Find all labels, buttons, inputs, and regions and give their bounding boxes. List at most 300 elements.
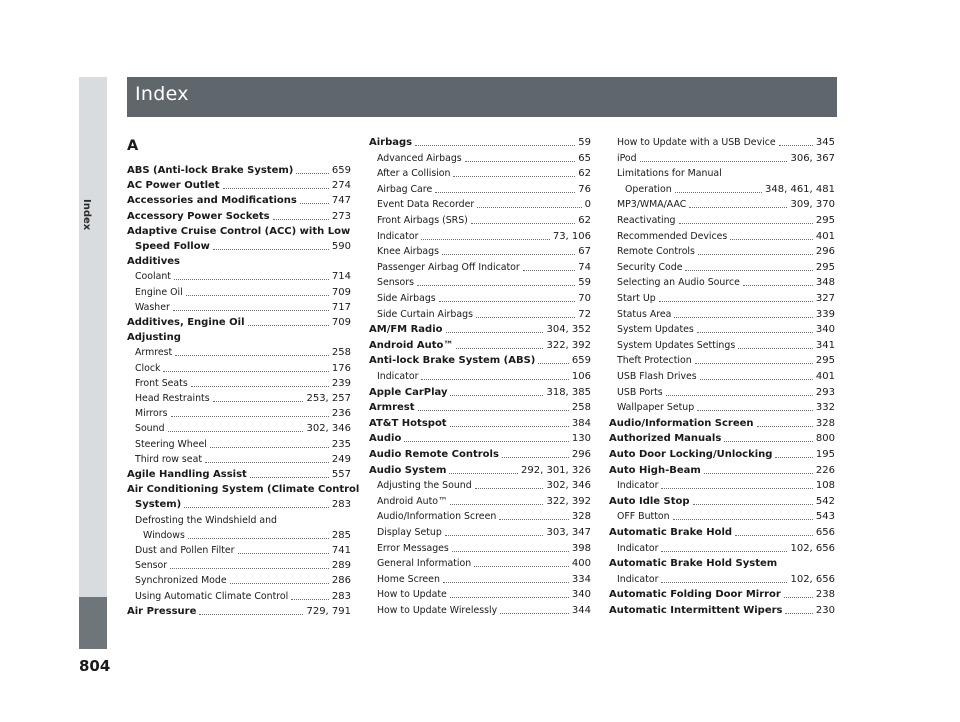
index-entry bbox=[135, 239, 351, 254]
index-entry bbox=[127, 163, 351, 178]
entry-term: Theft Protection bbox=[617, 355, 692, 367]
entry-term: Synchronized Mode bbox=[135, 575, 227, 587]
dot-leader bbox=[697, 332, 813, 333]
dot-leader bbox=[173, 310, 329, 311]
index-subentry bbox=[377, 260, 591, 275]
dot-leader bbox=[673, 519, 813, 520]
dot-leader bbox=[689, 207, 787, 208]
dot-leader bbox=[450, 597, 569, 598]
index-entry: Adjusting bbox=[127, 332, 181, 344]
entry-pages: 327 bbox=[815, 293, 835, 304]
entry-pages: 249 bbox=[331, 453, 351, 465]
index-subentry bbox=[377, 541, 591, 556]
entry-pages: 340 bbox=[571, 589, 591, 601]
index-subentry bbox=[135, 269, 351, 284]
entry-term: System Updates Settings bbox=[617, 339, 736, 351]
entry-pages: 334 bbox=[571, 573, 591, 585]
index-subentry bbox=[377, 151, 591, 166]
dot-leader bbox=[757, 426, 813, 427]
index-subentry bbox=[617, 260, 835, 275]
entry-term: Dust and Pollen Filter bbox=[135, 545, 235, 556]
dot-leader bbox=[163, 371, 328, 372]
entry-term: iPod bbox=[617, 152, 637, 164]
side-tab bbox=[79, 77, 107, 649]
entry-term: Sensors bbox=[377, 277, 415, 289]
entry-term: Clock bbox=[135, 362, 161, 374]
dot-leader bbox=[679, 223, 813, 224]
entry-term: OFF Button bbox=[617, 511, 670, 523]
entry-pages: 332 bbox=[815, 402, 835, 414]
page-title: Index bbox=[135, 83, 189, 105]
dot-leader bbox=[743, 285, 813, 286]
dot-leader bbox=[418, 410, 569, 411]
index-entry bbox=[609, 494, 835, 509]
entry-pages: 295 bbox=[815, 215, 835, 226]
entry-pages: 253, 257 bbox=[306, 393, 351, 404]
entry-term: Audio System bbox=[369, 464, 447, 476]
entry-pages: 292, 301, 326 bbox=[521, 464, 591, 476]
entry-term: Speed Follow bbox=[135, 241, 210, 252]
entry-pages: 659 bbox=[571, 355, 591, 367]
entry-term: Audio bbox=[369, 433, 402, 445]
dot-leader bbox=[477, 207, 581, 208]
entry-term: Automatic Intermittent Wipers bbox=[609, 605, 783, 616]
entry-term: Auto Idle Stop bbox=[609, 495, 690, 507]
dot-leader bbox=[171, 416, 329, 417]
entry-pages: 65 bbox=[578, 152, 591, 164]
entry-term: Side Curtain Airbags bbox=[377, 308, 473, 320]
index-entry bbox=[127, 604, 351, 619]
entry-pages: 102, 656 bbox=[790, 573, 835, 585]
section-letter: A bbox=[127, 138, 139, 154]
entry-pages: 747 bbox=[331, 195, 351, 207]
dot-leader bbox=[640, 161, 788, 162]
index-entry bbox=[369, 400, 591, 415]
entry-term: Sound bbox=[135, 423, 165, 435]
dot-leader bbox=[168, 431, 304, 432]
index-entry bbox=[127, 193, 351, 208]
entry-term: AM/FM Radio bbox=[369, 324, 443, 336]
dot-leader bbox=[230, 583, 329, 584]
entry-term: Recommended Devices bbox=[617, 230, 728, 242]
entry-pages: 714 bbox=[331, 271, 351, 283]
index-subentry bbox=[617, 338, 835, 353]
entry-pages: 62 bbox=[578, 215, 591, 226]
entry-pages: 67 bbox=[578, 246, 591, 258]
entry-term: How to Update bbox=[377, 589, 447, 601]
index-subentry bbox=[135, 452, 351, 467]
entry-term: Auto High-Beam bbox=[609, 464, 701, 476]
index-subentry bbox=[377, 166, 591, 181]
entry-pages: 0 bbox=[584, 199, 591, 211]
dot-leader bbox=[476, 317, 575, 318]
dot-leader bbox=[421, 379, 568, 380]
entry-pages: 344 bbox=[571, 605, 591, 616]
entry-pages: 322, 392 bbox=[546, 495, 591, 507]
dot-leader bbox=[191, 386, 329, 387]
entry-term: Audio/Information Screen bbox=[609, 417, 754, 429]
entry-term: Engine Oil bbox=[135, 286, 183, 298]
dot-leader bbox=[449, 473, 518, 474]
entry-term: Android Auto™ bbox=[377, 495, 448, 507]
dot-leader bbox=[456, 348, 543, 349]
dot-leader bbox=[693, 504, 813, 505]
entry-term: Windows bbox=[143, 529, 185, 541]
dot-leader bbox=[300, 203, 329, 204]
entry-term: Front Airbags (SRS) bbox=[377, 215, 468, 226]
index-subentry bbox=[617, 385, 835, 400]
entry-term: MP3/WMA/AAC bbox=[617, 199, 687, 211]
dot-leader bbox=[296, 173, 329, 174]
dot-leader bbox=[184, 507, 329, 508]
entry-term: Air Pressure bbox=[127, 605, 197, 617]
dot-leader bbox=[439, 301, 576, 302]
index-subentry bbox=[377, 213, 591, 228]
dot-leader bbox=[475, 488, 544, 489]
entry-pages: 741 bbox=[331, 545, 351, 556]
index-entry bbox=[609, 463, 835, 478]
entry-pages: 258 bbox=[331, 347, 351, 359]
dot-leader bbox=[661, 551, 787, 552]
dot-leader bbox=[238, 553, 329, 554]
entry-term: System Updates bbox=[617, 324, 694, 336]
entry-pages: 709 bbox=[331, 286, 351, 298]
index-entry bbox=[135, 497, 351, 512]
index-entry bbox=[369, 322, 591, 337]
dot-leader bbox=[417, 285, 575, 286]
dot-leader bbox=[205, 462, 329, 463]
dot-leader bbox=[465, 161, 576, 162]
entry-pages: 73, 106 bbox=[552, 230, 591, 242]
index-subentry bbox=[617, 197, 835, 212]
entry-term: Apple CarPlay bbox=[369, 386, 448, 398]
index-subentry bbox=[377, 572, 591, 587]
index-entry bbox=[369, 447, 591, 462]
index-entry bbox=[127, 209, 351, 224]
index-subentry bbox=[135, 573, 351, 588]
index-entry: Additives bbox=[127, 256, 180, 268]
entry-term: Sensor bbox=[135, 560, 168, 572]
entry-term: Passenger Airbag Off Indicator bbox=[377, 261, 520, 273]
dot-leader bbox=[685, 270, 812, 271]
entry-pages: 345 bbox=[815, 137, 835, 148]
entry-pages: 273 bbox=[331, 210, 351, 222]
entry-term: Indicator bbox=[377, 230, 419, 242]
entry-term: Indicator bbox=[617, 542, 659, 554]
entry-pages: 274 bbox=[331, 180, 351, 192]
dot-leader bbox=[704, 473, 813, 474]
entry-pages: 302, 346 bbox=[306, 423, 351, 435]
entry-pages: 195 bbox=[815, 449, 835, 460]
entry-pages: 557 bbox=[331, 469, 351, 480]
index-subentry bbox=[625, 182, 835, 197]
entry-term: Display Setup bbox=[377, 527, 442, 538]
entry-pages: 339 bbox=[815, 308, 835, 320]
entry-term: Advanced Airbags bbox=[377, 152, 462, 164]
entry-pages: 322, 392 bbox=[546, 339, 591, 351]
index-subentry bbox=[617, 369, 835, 384]
entry-pages: 303, 347 bbox=[546, 527, 591, 538]
index-subentry bbox=[617, 400, 835, 415]
index-subentry bbox=[617, 135, 835, 150]
entry-term: Using Automatic Climate Control bbox=[135, 590, 289, 602]
entry-pages: 295 bbox=[815, 261, 835, 273]
entry-pages: 729, 791 bbox=[306, 605, 351, 617]
dot-leader bbox=[223, 188, 329, 189]
entry-pages: 106 bbox=[571, 371, 591, 382]
entry-term: AC Power Outlet bbox=[127, 180, 220, 192]
index-entry bbox=[609, 431, 835, 446]
entry-term: Audio Remote Controls bbox=[369, 449, 499, 460]
entry-pages: 709 bbox=[331, 317, 351, 328]
entry-term: How to Update with a USB Device bbox=[617, 137, 776, 148]
index-subentry bbox=[617, 353, 835, 368]
title-banner bbox=[127, 77, 837, 117]
entry-term: USB Flash Drives bbox=[617, 371, 697, 382]
index-subentry bbox=[135, 285, 351, 300]
index-subentry bbox=[617, 244, 835, 259]
dot-leader bbox=[186, 295, 329, 296]
entry-term: Error Messages bbox=[377, 542, 449, 554]
dot-leader bbox=[210, 447, 329, 448]
entry-pages: 656 bbox=[815, 527, 835, 538]
entry-pages: 384 bbox=[571, 417, 591, 429]
entry-pages: 328 bbox=[571, 511, 591, 523]
entry-term: Armrest bbox=[135, 347, 173, 359]
index-subentry bbox=[135, 437, 351, 452]
dot-leader bbox=[421, 239, 549, 240]
entry-term: Automatic Brake Hold bbox=[609, 527, 733, 538]
dot-leader bbox=[523, 270, 576, 271]
entry-pages: 62 bbox=[578, 168, 591, 180]
entry-term: Wallpaper Setup bbox=[617, 402, 695, 414]
entry-pages: 70 bbox=[578, 293, 591, 304]
index-subentry: Limitations for Manual bbox=[617, 168, 722, 180]
entry-term: Audio/Information Screen bbox=[377, 511, 497, 523]
index-subentry bbox=[377, 197, 591, 212]
index-subentry bbox=[377, 244, 591, 259]
index-subentry bbox=[135, 300, 351, 315]
dot-leader bbox=[435, 192, 575, 193]
dot-leader bbox=[248, 325, 329, 326]
entry-pages: 401 bbox=[815, 230, 835, 242]
index-subentry bbox=[377, 556, 591, 571]
entry-term: Auto Door Locking/Unlocking bbox=[609, 449, 773, 460]
dot-leader bbox=[735, 535, 813, 536]
entry-term: Head Restraints bbox=[135, 393, 210, 404]
index-entry bbox=[127, 178, 351, 193]
dot-leader bbox=[453, 176, 575, 177]
index-subentry bbox=[617, 229, 835, 244]
index-subentry bbox=[377, 478, 591, 493]
dot-leader bbox=[446, 332, 544, 333]
entry-pages: 340 bbox=[815, 324, 835, 336]
entry-pages: 295 bbox=[815, 355, 835, 367]
index-subentry bbox=[135, 345, 351, 360]
dot-leader bbox=[661, 488, 812, 489]
entry-term: Adjusting the Sound bbox=[377, 480, 472, 492]
dot-leader bbox=[779, 145, 813, 146]
entry-term: Additives, Engine Oil bbox=[127, 317, 245, 328]
index-entry bbox=[369, 385, 591, 400]
entry-pages: 302, 346 bbox=[546, 480, 591, 492]
entry-pages: 72 bbox=[578, 308, 591, 320]
dot-leader bbox=[450, 395, 543, 396]
entry-pages: 328 bbox=[815, 417, 835, 429]
dot-leader bbox=[775, 457, 812, 458]
entry-term: Accessory Power Sockets bbox=[127, 210, 270, 222]
dot-leader bbox=[175, 355, 329, 356]
entry-term: Knee Airbags bbox=[377, 246, 440, 258]
index-subentry bbox=[617, 478, 835, 493]
index-subentry bbox=[135, 558, 351, 573]
entry-term: Security Code bbox=[617, 261, 683, 273]
entry-pages: 59 bbox=[578, 137, 591, 148]
entry-term: Event Data Recorder bbox=[377, 199, 475, 211]
entry-term: Home Screen bbox=[377, 573, 440, 585]
entry-term: Android Auto™ bbox=[369, 339, 454, 351]
entry-pages: 590 bbox=[331, 241, 351, 252]
dot-leader bbox=[502, 457, 569, 458]
entry-term: General Information bbox=[377, 558, 472, 570]
entry-term: USB Ports bbox=[617, 386, 663, 398]
entry-pages: 108 bbox=[815, 480, 835, 492]
entry-pages: 76 bbox=[578, 183, 591, 195]
index-subentry bbox=[617, 541, 835, 556]
entry-pages: 401 bbox=[815, 371, 835, 382]
index-subentry bbox=[617, 291, 835, 306]
entry-term: Side Airbags bbox=[377, 293, 436, 304]
index-entry bbox=[369, 463, 591, 478]
index-subentry bbox=[135, 361, 351, 376]
index-subentry bbox=[377, 182, 591, 197]
entry-term: Status Area bbox=[617, 308, 672, 320]
dot-leader bbox=[291, 599, 329, 600]
entry-term: Remote Controls bbox=[617, 246, 695, 258]
entry-pages: 542 bbox=[815, 495, 835, 507]
entry-term: Washer bbox=[135, 301, 170, 313]
entry-term: Start Up bbox=[617, 293, 656, 304]
entry-pages: 74 bbox=[578, 261, 591, 273]
dot-leader bbox=[700, 379, 813, 380]
dot-leader bbox=[695, 363, 813, 364]
index-subentry bbox=[377, 603, 591, 618]
entry-pages: 293 bbox=[815, 386, 835, 398]
entry-term: Anti-lock Brake System (ABS) bbox=[369, 355, 536, 367]
entry-term: Selecting an Audio Source bbox=[617, 277, 740, 289]
index-subentry bbox=[617, 151, 835, 166]
entry-pages: 296 bbox=[571, 449, 591, 460]
index-entry bbox=[127, 467, 351, 482]
index-entry bbox=[609, 587, 835, 602]
index-subentry bbox=[135, 376, 351, 391]
index-subentry bbox=[377, 275, 591, 290]
entry-pages: 102, 656 bbox=[790, 542, 835, 554]
entry-term: ABS (Anti-lock Brake System) bbox=[127, 165, 294, 176]
entry-term: Reactivating bbox=[617, 215, 676, 226]
dot-leader bbox=[471, 223, 575, 224]
entry-pages: 289 bbox=[331, 560, 351, 572]
entry-pages: 543 bbox=[815, 511, 835, 523]
entry-pages: 296 bbox=[815, 246, 835, 258]
index-entry: Air Conditioning System (Climate Control bbox=[127, 484, 360, 496]
entry-pages: 341 bbox=[815, 339, 835, 351]
index-entry bbox=[609, 525, 835, 540]
index-subentry bbox=[135, 391, 351, 406]
index-subentry bbox=[617, 322, 835, 337]
index-entry bbox=[369, 431, 591, 446]
entry-pages: 130 bbox=[571, 433, 591, 445]
index-entry bbox=[127, 315, 351, 330]
dot-leader bbox=[450, 504, 543, 505]
dot-leader bbox=[666, 395, 813, 396]
dot-leader bbox=[659, 301, 813, 302]
index-subentry bbox=[377, 307, 591, 322]
dot-leader bbox=[445, 535, 544, 536]
entry-pages: 309, 370 bbox=[790, 199, 835, 211]
index-subentry bbox=[377, 509, 591, 524]
dot-leader bbox=[698, 254, 813, 255]
entry-term: After a Collision bbox=[377, 168, 451, 180]
dot-leader bbox=[443, 582, 569, 583]
entry-pages: 283 bbox=[331, 499, 351, 511]
dot-leader bbox=[697, 410, 813, 411]
index-subentry bbox=[135, 421, 351, 436]
index-entry bbox=[369, 135, 591, 150]
entry-pages: 59 bbox=[578, 277, 591, 289]
entry-term: Coolant bbox=[135, 271, 171, 283]
dot-leader bbox=[450, 426, 569, 427]
entry-pages: 304, 352 bbox=[546, 324, 591, 336]
entry-pages: 239 bbox=[331, 377, 351, 389]
entry-pages: 286 bbox=[331, 575, 351, 587]
index-subentry bbox=[617, 213, 835, 228]
dot-leader bbox=[442, 254, 575, 255]
index-subentry bbox=[143, 528, 351, 543]
index-subentry bbox=[135, 543, 351, 558]
entry-term: Authorized Manuals bbox=[609, 433, 722, 445]
entry-term: Indicator bbox=[377, 371, 419, 382]
dot-leader bbox=[730, 239, 813, 240]
entry-term: Indicator bbox=[617, 480, 659, 492]
entry-pages: 348 bbox=[815, 277, 835, 289]
side-tab-marker bbox=[79, 597, 107, 649]
entry-term: Steering Wheel bbox=[135, 438, 207, 450]
index-entry bbox=[609, 603, 835, 618]
index-subentry bbox=[377, 291, 591, 306]
entry-pages: 306, 367 bbox=[790, 152, 835, 164]
index-subentry bbox=[135, 589, 351, 604]
entry-term: Agile Handling Assist bbox=[127, 469, 247, 480]
entry-pages: 283 bbox=[331, 590, 351, 602]
entry-term: Airbags bbox=[369, 137, 413, 148]
entry-pages: 800 bbox=[815, 433, 835, 445]
entry-pages: 318, 385 bbox=[546, 386, 591, 398]
index-subentry bbox=[377, 369, 591, 384]
index-entry: Adaptive Cruise Control (ACC) with Low bbox=[127, 225, 351, 237]
entry-term: Automatic Folding Door Mirror bbox=[609, 589, 781, 601]
index-entry bbox=[609, 416, 835, 431]
entry-term: System) bbox=[135, 499, 182, 511]
index-subentry bbox=[135, 406, 351, 421]
index-entry bbox=[369, 338, 591, 353]
entry-pages: 659 bbox=[331, 165, 351, 176]
dot-leader bbox=[404, 441, 569, 442]
entry-term: Front Seats bbox=[135, 377, 188, 389]
entry-term: Armrest bbox=[369, 402, 415, 414]
dot-leader bbox=[199, 614, 303, 615]
entry-term: Airbag Care bbox=[377, 183, 433, 195]
